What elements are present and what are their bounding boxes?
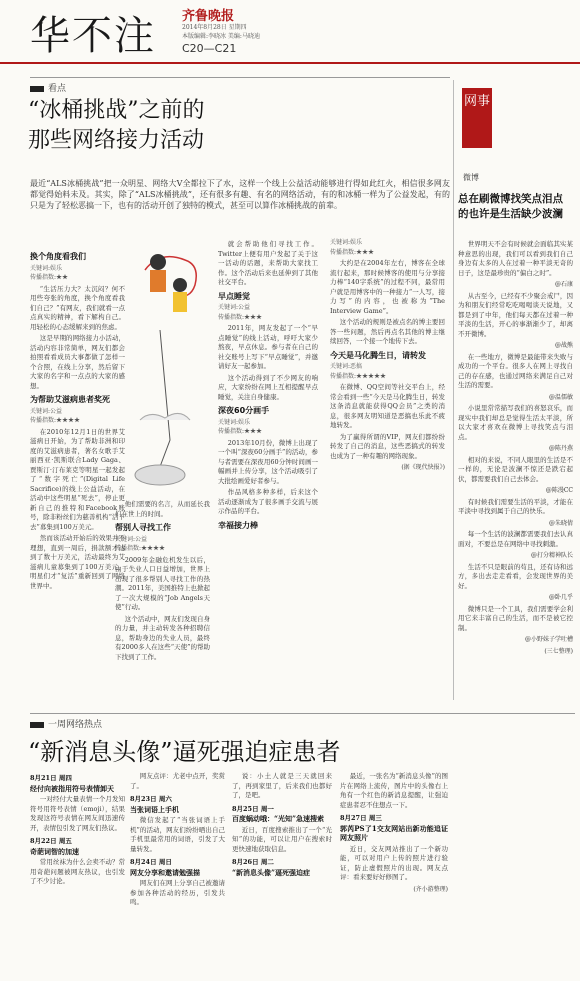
source-signature: (据《现代快报》) [401, 464, 445, 471]
bottom-headline: “新消息头像”逼死强迫症患者 [28, 738, 341, 766]
lead-paragraph: 最近“ALS冰桶挑战”把一众明星、网络大V全都拉下了水，这样一个线上公益活动能够进行得如此红火，相信很多网友都觉得始料未及。其实，除了“ALS冰桶挑战”，还有很多有趣、有名的网络活动，有的和冰桶一样为了公益发起，有的只是为了轻松恶搞一下，也有的活动开创了独特的模式，甚至可以算作冰桶挑战的前辈。 [30, 179, 450, 210]
subhead: 幸福接力棒 [218, 520, 258, 530]
article-column-3: 就会帮助他们寻找工作。Twitter上便有用户发起了关于这一活动的话题，来帮助大家找工作。这个活动后来也延伸到了其他社交平台。 早点睡觉 关键词:公益 传播指数:★★★ 2011年，网友发起了一个“早点睡觉”的线上活动，呼吁大家少熬夜，早点休息。参与者在自己的社交账号上写下“早点睡觉”，并邀请好友一起参加。 这个活动得到了不少网友的响应，大家纷纷在网上互相提醒早点睡觉，关注自身健康。 深夜60分画手 关键词:娱乐 传播指数:★★★ 2013年10月份，微博上出现了一个叫“深夜60分画手”的活动，参与者需要在深夜用60分钟时间画一幅画并上传分享，这个活动吸引了大批绘画爱好者参与。 作品风格多种多样，后来这个活动逐渐成为了很多画手交流与展示作品的平台。 幸福接力棒 [218, 240, 318, 530]
subhead: 帮别人寻找工作 [115, 523, 171, 532]
children-illustration [130, 240, 210, 495]
article-column-4: 关键词:娱乐 传播指数:★★★ 大约是在2004年左右，博客在全球流行起来，那时候博客的使用与分享接力棒“140字系统”的过程不同，最常用户就是用博客中的一种接力“一人写，接力写”的内容，也被称为“The Interview Game”。 这个活动的规则是被点名的博主要回答一些问题，然后再点名其他的博主继续回答，一个接一个地传下去。 今天是马化腾生日，请转发 关键词:恶搞 传播指数:★★★★★ 在微博、QQ空间等社交平台上，经常会看到一些“今天是马化腾生日，转发这条消息就能获得QQ会员”之类的消息，很多网友明知道是恶搞也乐此不疲地转发。 为了赢得所谓的VIP，网友们都纷纷转发了自己的消息，这些恶搞式的转发也成为了一种有趣的网络现象。 (据《现代快报》) [330, 239, 445, 471]
masthead [0, 0, 580, 64]
subhead: 早点睡觉 [218, 291, 250, 301]
section-title: 华不注 [30, 13, 156, 59]
subhead: 深夜60分画手 [218, 406, 270, 415]
sidebar-title: 总在刷微博找笑点泪点的也许是生活缺少波澜 [458, 193, 563, 220]
subhead: 今天是马化腾生日，请转发 [330, 350, 426, 360]
news-column-3: 说：小土人就是三天就回来了，再到家里了，后来我们也都好了，是吧。 8月25日 周一 百度蜗动哦：“光知”急速搜索 近日，百度搜索推出了一个“光知”的功能，可以让用户在搜索时更快速地获取信息。 8月26日 周二 “新消息头像”逼死强迫症 [232, 772, 332, 877]
page-numbers: C20—C21 [182, 42, 237, 55]
article-column-1: 换个角度看我们 关键词:娱乐 传播指数:★★ “生活压力大？太沉闷？何不用些夸张的角度，换个角度看我们自己？”有网友，我们就看一点点真实的精神，看下解构自己。用轻松的心态缓解来到的焦虑。 这是早期的网络接力小活动，活动内容非常简单，网友们都会拍照看看成员大事都做了怎样一个合照，在线上分享，然后留下大家的名字和一点点的大家的感想。 为帮助艾滋病患者奖死 关键词:公益 传播指数:★★★★ 在2010年12月1日的世界艾滋病日开始，为了帮助非洲和印度的艾滋病患者，著名女歌手艾丽西亚·凯斯联合Lady Gaga、贾斯汀·汀布莱克等明星一起发起了“数字死亡”(Digital Life Sacrifice)的线上公益活动，在活动中这些明星“死去”，停止更新自己的推特和Facebook账号，除非粉丝们为慈善机构“活下去”募集到100万美元。 然而该活动开始后的效果并不理想，直到一周后，捐款额才达到了数十万美元，活动最终为艾滋病儿童募集到了100万美元，明星们才“复活”重新回到了网络世界中。 [30, 252, 125, 590]
sidebar-column: 世界明天不会有时候就会面临其实某种意思的出现，我们可以看到我们自己身边有太多的人在过着一种平淡无奇的日子，这是最珍贵的“偏白之时”。 @石康 从古至今，已经有不少聚会戒尸，因为和朋友们经常吃吃喝喝谈天说地，又都是到了中年，他们每天都在过着一种平淡的生活，开心的事渐渐少了，却离不开微博。 @战熊 在一些地方，微博是最能带来失败与成功的一个平台。很多人在网上寻找自己的存在感，也通过网络来满足自己对生活的需要。 @温儒敏 小说里常常描写我们的喜怒哀乐，而现实中我们却总是觉得生活太平淡，所以大家才喜欢在微博上寻找笑点与泪点。 @陈丹燕 相对的来说，不同人眼里的生活是不一样的，无论是波澜不惊还是跌宕起伏，都需要我们自己去体会。 @陈漫CC 有时候我们需要生活的平淡，才能在平淡中寻找到属于自己的快乐。 @朱晓倩 每一个生活的波澜都需要我们去认真面对，不要总是在网络中寻找刺激。 @打分精神队长 生活不只是眼前的苟且，还有诗和远方，多出去走走看看，会发现世界的美好。 @卧几乎 微博只是一个工具，我们需要学会利用它来丰富自己的生活，而不是被它控制。 @小野妹子学吐槽 (三七整理) [458, 240, 573, 655]
subhead: 换个角度看我们 [30, 252, 86, 261]
news-column-1: 8月21日 周四 经付向被指用符号表情卸天 一对经付大量表情一个月发知符号用符号表情（emoji），结果发现这符号表情在网友间迅速传开，表情包引发了网友们热议。 8月22日 周五 奇葩词智的加速 常用丝袜为什么会卖不动？常用奇葩问题被网友热议，也引发了不少讨论。 [30, 774, 125, 885]
section-bar-icon [30, 86, 44, 92]
sidebar-label: 微博 [463, 173, 479, 182]
section-label-top: 看点 [30, 77, 450, 94]
subhead: 为帮助艾滋病患者奖死 [30, 395, 110, 404]
date-line: 2014年8月28日 星期四 [182, 24, 247, 31]
main-headline: “冰桶挑战”之前的 那些网络接力活动 [28, 98, 205, 153]
newspaper-logo: 齐鲁晚报 [182, 9, 235, 24]
article-column-2: 他们需要的名言，从而延长我们在世上的时间。 帮别人寻找工作 关键词:公益 传播指数:★★★★ 2009年金融危机发生以后，由于失业人口日益增加，世界上出现了很多帮别人寻找工作的热潮。2011年，美国推特上也掀起了一次大规模的“Job Angels天使”行动。 这个活动中，网友们发现自身的力量，并主动转发各种招聘信息，帮助身边的失业人员，最终有2000多人在这些“天使”的帮助下找到了工作。 [115, 500, 210, 661]
news-column-2: 网友点评：尤老中点开，奖赏了。 8月23日 周六 当张词语上手机 微信发起了“当张词语上手机”的活动，网友们纷纷晒出自己手机里最常用的词语，引发了大量转发。 8月24日 周日 网友分享和邀请勉强描 网友们在网上分享自己被邀请参加各种活动的经历，引发共鸣。 [130, 772, 225, 906]
news-column-4: 最近，一张名为“新消息头像”的图片在网络上流传，图片中的头像右上角有一个红色的新消息提醒，让强迫症患者忍不住想点一下。 8月27日 周三 郭芮PS了1交友网站出新功能追证网友照片 近日，交友网站推出了一个新功能，可以对用户上传的照片进行验证，防止虚假照片的出现。网友点评：看来要好好修图了。 (齐小游整理) [340, 772, 448, 893]
section-label-bottom: 一周网络热点 [30, 713, 575, 730]
column-divider [453, 80, 454, 700]
editors-line: 本版编辑:李晓冰 美编:马晓迪 [182, 33, 260, 40]
section-bar-icon [30, 722, 44, 728]
sidebar-badge: 网事 [462, 88, 492, 148]
